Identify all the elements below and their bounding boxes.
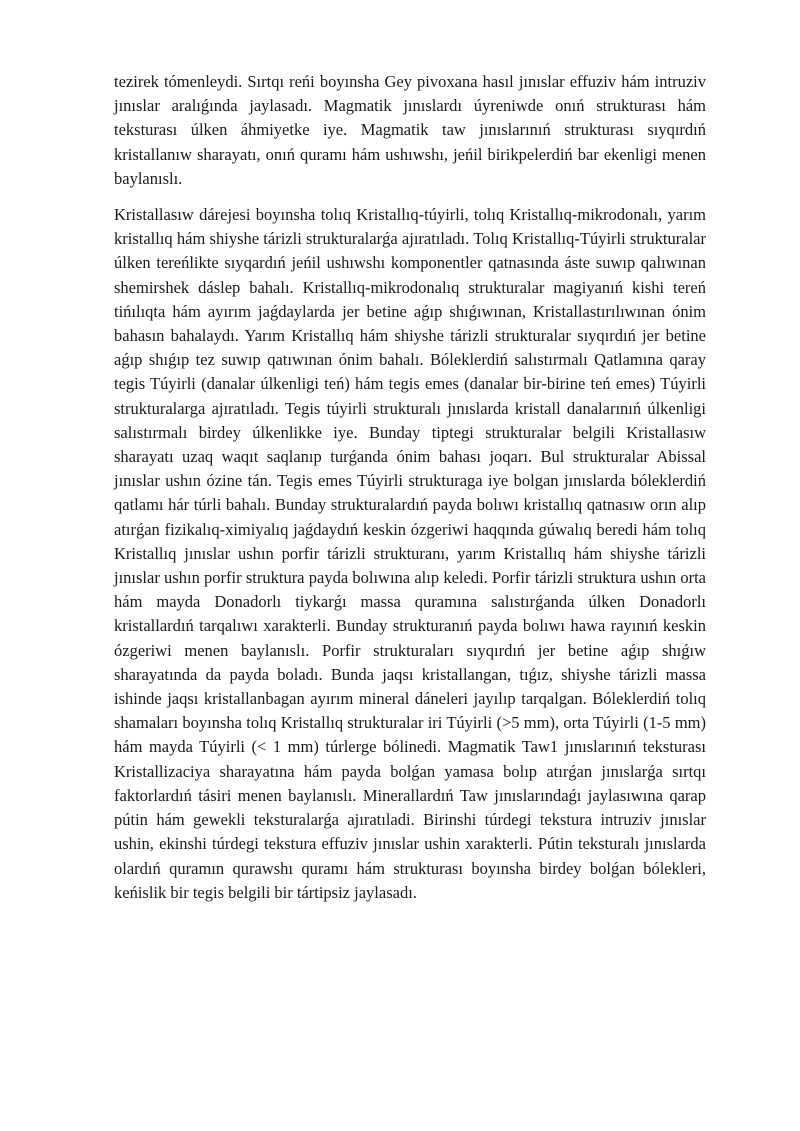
paragraph-1: tezirek tómenleydi. Sırtqı reńi boyınsha Gey pivoxana hasıl jınıslar effuziv hám intruziv jınıslar aralıǵında jaylasadı. Magmatik jınıslardı úyreniwde onıń strukturası hám teksturası úlken áhmiyetke iye. Magmatik taw jınıslarınıń strukturası sıyqırdıń kristallanıw sharayatı, onıń quramı hám ushıwshı, jeńil birikpelerdiń bar ekenligi menen baylanıslı. (114, 72, 706, 188)
paragraph-2: Kristallasıw dárejesi boyınsha tolıq Kristallıq-túyirli, tolıq Kristallıq-mikrodonalı, yarım kristallıq hám shiyshe tárizli strukturalarǵa ajıratıladı. Tolıq Kristallıq-Túyirli strukturalar úlken tereńlikte sıyqardıń jeńil ushıwshı komponentler qatnasında áste suwıp qalıwınan shemirshek dáslep bahalı. Kristallıq-mikrodonalıq strukturalar magiyanıń kishi tereń tińılıqta hám ayırım jaǵdaylarda jer betine aǵıp shıǵıwınan, Kristallastırılıwınan ónim bahasın bahalaydı. Yarım Kristallıq hám shiyshe tárizli strukturalar sıyqırdıń jer betine aǵıp shıǵıp tez suwıp qatıwınan ónim bahalı. Bóleklerdiń salıstırmalı Qatlamına qaray tegis Túyirli (danalar úlkenligi teń) hám tegis emes (danalar bir-birine teń emes) Túyirli strukturalarga ajıratıladı. Tegis túyirli strukturalı jınıslarda kristall danalarınıń úlkenligi salıstırmalı birdey úlkenlikke iye. Bunday tiptegi strukturalar belgili Kristallasıw sharayatı uzaq waqıt saqlanıp turǵanda ónim bahası joqarı. Bul strukturalar Abissal jınıslar ushın ózine tán. Tegis emes Túyirli strukturaga iye bolgan jınıslarda bóleklerdiń qatlamı hár túrli bahalı. Bunday strukturalardıń payda bolıwı kristallıq qatnasıw orın alıp atırǵan fizikalıq-ximiyalıq jaǵdaydıń keskin ózgeriwi haqqında gúwalıq beredi hám tolıq Kristallıq jınıslar ushın porfir tárizli strukturanı, yarım Kristallıq hám shiyshe tárizli jınıslar ushın porfir struktura payda bolıwına alıp keledi. Porfir tárizli struktura ushın orta hám mayda Donadorlı tiykarǵı massa quramına salıstırǵanda úlken Donadorlı kristallardıń tarqalıwı xarakterli. Bunday strukturanıń payda bolıwı hawa rayınıń keskin ózgeriwi menen baylanıslı. Porfir strukturaları sıyqırdıń jer betine aǵıp shıǵıw sharayatında da payda boladı. Bunda jaqsı kristallangan, tıǵız, shiyshe tárizli massa ishinde jaqsı kristallanbagan ayırım mineral dáneleri jayılıp tarqalgan. Bóleklerdiń tolıq shamaları boyınsha tolıq Kristallıq strukturalar iri Túyirli (>5 mm), orta Túyirli (1-5 mm) hám mayda Túyirli (< 1 mm) túrlerge bólinedi. Magmatik Taw1 jınıslarınıń teksturası Kristallizaciya sharayatına hám payda bolǵan yamasa bolıp atırǵan jınıslarǵa sırtqı faktorlardıń tásiri menen baylanıslı. Minerallardıń Taw jınıslarındaǵı jaylasıwına qarap pútin hám gewekli teksturalarǵa ajıratıladi. Birinshi túrdegi tekstura intruziv jınıslar ushin, ekinshi túrdegi tekstura effuziv jınıslar ushin xarakterli. Pútin teksturalı jınıslarda olardıń quramın qurawshı quramı hám strukturası boyınsha birdey bolǵan bólekleri, keńislik bir tegis belgili bir tártipsiz jaylasadı. (114, 205, 706, 902)
document-page (114, 70, 706, 905)
